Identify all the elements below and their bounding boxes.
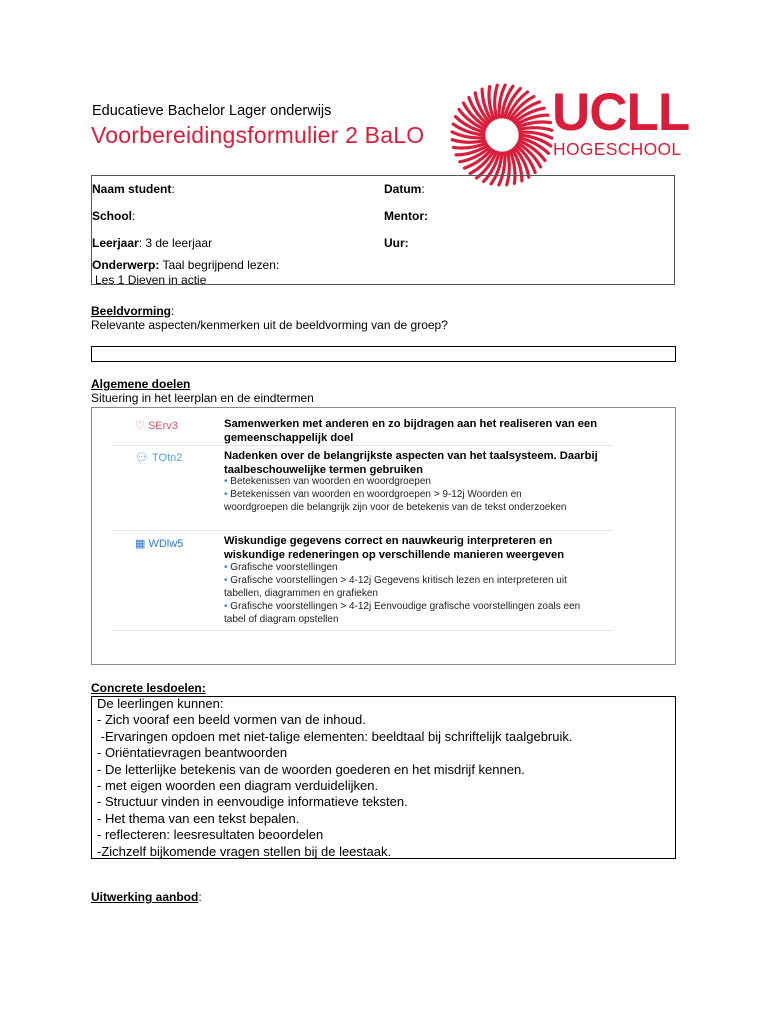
goal-subitem-text: Grafische voorstellingen xyxy=(230,562,338,573)
goal-title: Nadenken over de belangrijkste aspecten van het taalsysteem. Daarbij taalbeschouwelijke termen gebruiken xyxy=(224,450,598,476)
divider xyxy=(113,530,613,531)
algemene-doelen-text: Situering in het leerplan en de eindtermen xyxy=(91,391,314,405)
goal-subitem xyxy=(224,476,584,489)
uitwerking-heading xyxy=(91,890,202,904)
uur-label: Uur: xyxy=(384,236,409,250)
goals-panel xyxy=(113,410,613,640)
lesdoel-item: De leerlingen kunnen: xyxy=(97,696,224,711)
uur-field xyxy=(384,236,409,250)
school-field xyxy=(92,209,135,223)
lesdoel-item: - met eigen woorden een diagram verduidelijken. xyxy=(97,778,379,794)
lesdoel-item: - Het thema van een tekst bepalen. xyxy=(97,810,300,826)
ucll-sun-logo-icon xyxy=(450,83,554,187)
algemene-doelen-heading: Algemene doelen xyxy=(91,377,191,391)
lesdoel-item: - Zich vooraf een beeld vormen van de inhoud. xyxy=(97,712,366,728)
lesdoel-item: - Oriëntatievragen beantwoorden xyxy=(97,745,288,761)
beeldvorming-text: Relevante aspecten/kenmerken uit de beeldvorming van de groep? xyxy=(91,318,448,332)
program-subtitle: Educatieve Bachelor Lager onderwijs xyxy=(92,103,332,119)
goal-subitem-text: Betekenissen van woorden en woordgroepen > 9-12j Woorden en woordgroepen die belangrijk zijn voor de betekenis van de tekst onderzoeken xyxy=(224,489,567,513)
lesdoel-item: -Ervaringen opdoen met niet-talige elementen: beeldtaal bij schriftelijk taalgebruik. xyxy=(97,728,573,744)
goal-code-wdlw5 xyxy=(135,537,183,550)
les-title: Les 1 Dieven in actie xyxy=(95,273,207,287)
onderwerp-label: Onderwerp: xyxy=(92,258,160,272)
beeldvorming-heading-text: Beeldvorming xyxy=(91,304,172,318)
goal-title: Samenwerken met anderen en zo bijdragen aan het realiseren van een gemeenschappelijk doel xyxy=(224,418,598,444)
onderwerp-field xyxy=(92,258,279,272)
naam-student-label: Naam student xyxy=(92,182,172,196)
bullet-icon: • xyxy=(224,489,228,500)
form-title: Voorbereidingsformulier 2 BaLO xyxy=(91,122,425,148)
goal-code-label: WDlw5 xyxy=(148,538,184,550)
bullet-icon: • xyxy=(224,601,228,612)
leerjaar-value: : 3 de leerjaar xyxy=(138,236,213,250)
beeldvorming-input-box[interactable] xyxy=(91,346,676,362)
bullet-icon: • xyxy=(224,575,228,586)
naam-student-value: : xyxy=(171,182,175,196)
leerjaar-label: Leerjaar xyxy=(92,236,139,250)
goal-subitem xyxy=(224,489,584,514)
school-value: : xyxy=(132,209,136,223)
lesdoel-item: - reflecteren: leesresultaten beoordelen xyxy=(97,827,324,843)
leerjaar-field xyxy=(92,236,212,250)
divider xyxy=(113,630,613,631)
mentor-field xyxy=(384,209,428,223)
goal-subitem xyxy=(224,575,584,600)
speech-bubble-icon: 💬︎ xyxy=(135,452,149,464)
uitwerking-colon: : xyxy=(198,890,202,904)
onderwerp-value: Taal begrijpend lezen: xyxy=(159,258,280,272)
goal-subitem xyxy=(224,562,584,575)
school-label: School xyxy=(92,209,133,223)
bullet-icon: • xyxy=(224,476,228,487)
goal-subitem-text: Betekenissen van woorden en woordgroepen xyxy=(230,476,431,487)
datum-value: : xyxy=(421,182,425,196)
logo-subtext: HOGESCHOOL xyxy=(553,139,682,159)
heart-icon: ♡ xyxy=(135,420,145,432)
goal-code-totn2 xyxy=(135,451,182,464)
goal-subitem-text: Grafische voorstellingen > 4-12j Gegevens kritisch lezen en interpreteren uit tabellen, diagrammen en grafieken xyxy=(224,575,567,599)
mentor-label: Mentor: xyxy=(384,209,428,223)
goal-subitem-text: Grafische voorstellingen > 4-12j Eenvoudige grafische voorstellingen zoals een tabel of diagram opstellen xyxy=(224,601,581,625)
beeldvorming-colon: : xyxy=(171,304,175,318)
divider xyxy=(113,445,613,446)
uitwerking-heading-text: Uitwerking aanbod xyxy=(91,890,199,904)
goal-subitem xyxy=(224,601,584,626)
datum-field xyxy=(384,182,425,196)
naam-student-field xyxy=(92,182,175,196)
goal-code-label: SErv3 xyxy=(147,420,178,432)
goal-code-serv3 xyxy=(135,419,178,432)
lesdoel-item: - De letterlijke betekenis van de woorden goederen en het misdrijf kennen. xyxy=(97,761,525,777)
beeldvorming-heading xyxy=(91,304,174,318)
grid-icon: ▦ xyxy=(135,538,146,550)
goal-code-label: TOtn2 xyxy=(152,452,183,464)
bullet-icon: • xyxy=(224,562,228,573)
datum-label: Datum xyxy=(384,182,422,196)
lesdoelen-list xyxy=(97,696,573,860)
logo-wordmark: UCLL xyxy=(552,83,690,142)
concrete-lesdoelen-heading: Concrete lesdoelen: xyxy=(91,681,206,695)
lesdoel-item: - Structuur vinden in eenvoudige informatieve teksten. xyxy=(97,794,408,810)
lesdoel-item: -Zichzelf bijkomende vragen stellen bij de leestaak. xyxy=(97,843,392,859)
goal-title: Wiskundige gegevens correct en nauwkeurig interpreteren en wiskundige redeneringen op verschillende manieren weergeven xyxy=(224,535,565,561)
